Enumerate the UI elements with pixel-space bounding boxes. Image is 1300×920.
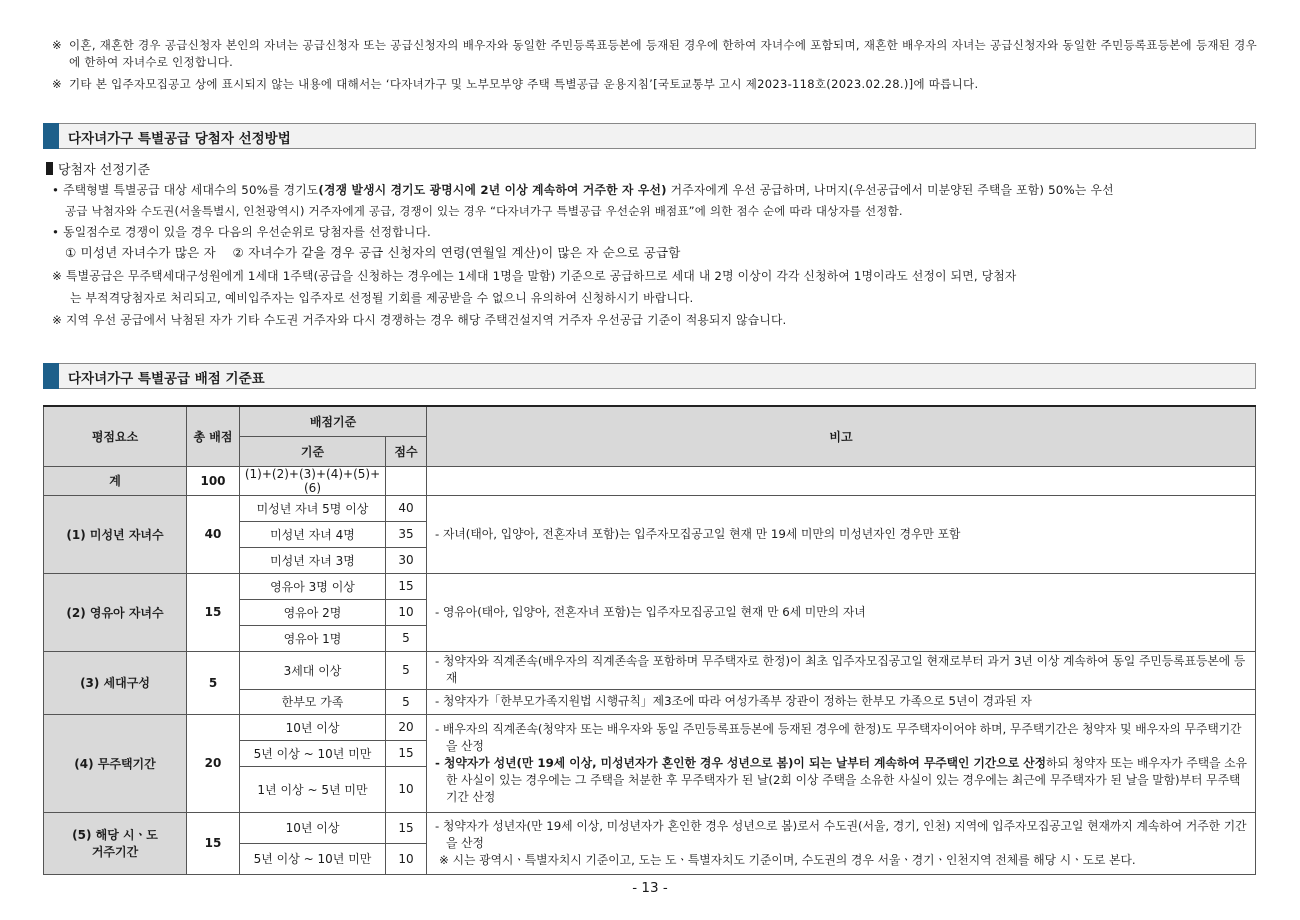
header-basis: 기준 — [240, 436, 386, 466]
criteria-basis: 5년 이상 ~ 10년 미만 — [240, 740, 386, 766]
tie-break-items: ① 미성년 자녀수가 많은 자 ② 자녀수가 같을 경우 공급 신청자의 연령(연월일 계산)이 많은 자 순으로 공급함 — [65, 245, 681, 260]
header-factor: 평점요소 — [44, 406, 187, 466]
remark-bold: - 청약자가 성년(만 19세 이상, 미성년자가 혼인한 경우 성년으로 봄)이 되는 날부터 계속하여 무주택인 기간으로 산정 — [435, 755, 1046, 770]
reference-mark: ※ — [52, 38, 62, 52]
remark-text: - 배우자의 직계존속(청약자 또는 배우자와 동일 주민등록표등본에 등재된 경우에 한정)도 무주택자이어야 하며, 무주택기간은 청약자 및 배우자의 무주택기간을 산정 — [435, 721, 1242, 753]
section-title: 다자녀가구 특별공급 당첨자 선정방법 — [68, 131, 291, 147]
remark-text: - 청약자와 직계존속(배우자의 직계존속을 포함하며 무주택자로 한정)이 최초 입주자모집공고일 현재로부터 과거 3년 이상 계속하여 동일 주민등록표등본에 등재 — [435, 654, 1246, 685]
table-row — [44, 495, 1256, 521]
section-header-selection-method — [43, 123, 1256, 149]
criteria-score: 40 — [386, 495, 427, 521]
criteria-score: 15 — [386, 740, 427, 766]
remark-rest: 하되 청약자 또는 배우자가 주택을 소유한 사실이 있는 경우에는 그 주택을 처분한 후 무주택자가 된 날(2회 이상 주택을 소유한 사실이 있는 경우에는 최근에 무주택자가 된 날을 말함)부터 무주택 기간 산정 — [446, 755, 1248, 804]
criteria-score: 5 — [386, 651, 427, 689]
criteria-basis: 영유아 3명 이상 — [240, 573, 386, 599]
factor-infant-children: (2) 영유아 자녀수 — [44, 573, 187, 651]
header-remark: 비고 — [427, 406, 1256, 466]
criteria-basis: 3세대 이상 — [240, 651, 386, 689]
factor-total: 15 — [187, 812, 240, 874]
criteria-basis: 미성년 자녀 5명 이상 — [240, 495, 386, 521]
section-accent-bar — [43, 123, 59, 149]
criteria-basis: 미성년 자녀 4명 — [240, 521, 386, 547]
note-remarriage — [52, 37, 1257, 71]
criteria-basis: 1년 이상 ~ 5년 미만 — [240, 766, 386, 812]
criteria-score: 30 — [386, 547, 427, 573]
criteria-score: 5 — [386, 689, 427, 714]
section-title: 다자녀가구 특별공급 배점 기준표 — [68, 371, 265, 387]
page-number: - 13 - — [632, 880, 668, 896]
remark-note: ※ 시는 광역시ㆍ특별자치시 기준이고, 도는 도ㆍ특별자치도 기준이며, 수도권의 경우 서울ㆍ경기ㆍ인천지역 전체를 해당 시ㆍ도로 본다. — [439, 852, 1136, 867]
reference-mark: ※ — [52, 77, 62, 91]
header-score: 점수 — [386, 436, 427, 466]
criteria-basis: 한부모 가족 — [240, 689, 386, 714]
criteria-score: 15 — [386, 573, 427, 599]
criteria-score: 5 — [386, 625, 427, 651]
note-one-house: ※ 특별공급은 무주택세대구성원에게 1세대 1주택(공급을 신청하는 경우에는 1세대 1명을 말함) 기준으로 공급하므로 세대 내 2명 이상이 각각 신청하여 1명이라도 선정이 되면, 당첨자 — [52, 269, 1017, 283]
remark-cell: - 영유아(태아, 입양아, 전혼자녀 포함)는 입주자모집공고일 현재 만 6세 미만의 자녀 — [427, 573, 1256, 651]
criteria-score: 10 — [386, 599, 427, 625]
empty-cell — [427, 466, 1256, 495]
remark-text: - 청약자가「한부모가족지원법 시행규칙」제3조에 따라 여성가족부 장관이 정하는 한부모 가족으로 5년이 경과된 자 — [435, 694, 1032, 708]
factor-minor-children: (1) 미성년 자녀수 — [44, 495, 187, 573]
bullet-tie-break: • 동일점수로 경쟁이 있을 경우 다음의 우선순위로 당첨자를 선정합니다. — [52, 225, 431, 239]
table-row — [44, 573, 1256, 599]
subheading-criteria — [46, 159, 150, 178]
section-accent-bar — [43, 363, 59, 389]
criteria-basis: 영유아 2명 — [240, 599, 386, 625]
criteria-score: 10 — [386, 766, 427, 812]
sum-total: 100 — [187, 466, 240, 495]
subheading-text: 당첨자 선정기준 — [58, 163, 151, 178]
remark-text — [435, 755, 1251, 806]
criteria-score: 35 — [386, 521, 427, 547]
sum-label: 계 — [44, 466, 187, 495]
remark-text: - 청약자가 성년자(만 19세 이상, 미성년자가 혼인한 경우 성년으로 봄)로서 수도권(서울, 경기, 인천) 지역에 입주자모집공고일 현재까지 계속하여 거주한 기간을 산정 — [435, 818, 1247, 850]
remark-cell — [427, 689, 1256, 714]
note-text: 이혼, 재혼한 경우 공급신청자 본인의 자녀는 공급신청자 또는 공급신청자의 배우자와 동일한 주민등록표등본에 등재된 경우에 한하여 자녀수에 포함되며, 재혼한 배우자의 자녀는 공급신청자와 동일한 주민등록표등본에 등재된 경우에 한하여 자녀수로 인정합니다. — [69, 38, 1257, 69]
remark-cell — [427, 651, 1256, 689]
table-row — [44, 812, 1256, 843]
factor-household: (3) 세대구성 — [44, 651, 187, 714]
section-header-score-table — [43, 363, 1256, 389]
remark-cell: - 자녀(태아, 입양아, 전혼자녀 포함)는 입주자모집공고일 현재 만 19세 미만의 미성년자인 경우만 포함 — [427, 495, 1256, 573]
note-region-priority: ※ 지역 우선 공급에서 낙첨된 자가 기타 수도권 거주자와 다시 경쟁하는 경우 해당 주택건설지역 거주자 우선공급 기준이 적용되지 않습니다. — [52, 313, 787, 327]
criteria-score: 15 — [386, 812, 427, 843]
bullet-text-post: 거주자에게 우선 공급하며, 나머지(우선공급에서 미분양된 주택을 포함) 50%는 우선 — [666, 183, 1114, 197]
sum-formula: (1)+(2)+(3)+(4)+(5)+(6) — [240, 466, 386, 495]
bullet-continuation: 공급 낙첨자와 수도권(서울특별시, 인천광역시) 거주자에게 공급, 경쟁이 있는 경우 “다자녀가구 특별공급 우선순위 배점표”에 의한 점수 순에 따라 대상자를 선정함. — [65, 204, 903, 218]
factor-total: 15 — [187, 573, 240, 651]
bullet-text-bold: (경쟁 발생시 경기도 광명시에 2년 이상 계속하여 거주한 자 우선) — [318, 183, 667, 197]
factor-name-line1: (5) 해당 시ㆍ도 — [72, 828, 158, 842]
factor-total: 5 — [187, 651, 240, 714]
table-row — [44, 651, 1256, 689]
criteria-basis: 10년 이상 — [240, 812, 386, 843]
criteria-basis: 5년 이상 ~ 10년 미만 — [240, 843, 386, 874]
square-bullet-icon — [46, 162, 53, 175]
score-criteria-table — [43, 405, 1256, 875]
factor-total: 40 — [187, 495, 240, 573]
factor-total: 20 — [187, 714, 240, 812]
table-row-sum — [44, 466, 1256, 495]
criteria-basis: 10년 이상 — [240, 714, 386, 740]
criteria-basis: 영유아 1명 — [240, 625, 386, 651]
criteria-score: 20 — [386, 714, 427, 740]
table-row — [44, 714, 1256, 740]
factor-residence-period — [44, 812, 187, 874]
empty-cell — [386, 466, 427, 495]
note-text: 기타 본 입주자모집공고 상에 표시되지 않는 내용에 대해서는 ‘다자녀가구 및 노부모부양 주택 특별공급 운용지침’[국토교통부 고시 제2023-118호(2023.02.28.)]에 따릅니다. — [69, 77, 979, 91]
factor-name-line2: 거주기간 — [91, 845, 139, 859]
remark-cell — [427, 714, 1256, 812]
factor-homeless-period: (4) 무주택기간 — [44, 714, 187, 812]
note-guideline — [52, 76, 1257, 93]
criteria-score: 10 — [386, 843, 427, 874]
remark-cell — [427, 812, 1256, 874]
header-total: 총 배점 — [187, 406, 240, 466]
criteria-basis: 미성년 자녀 3명 — [240, 547, 386, 573]
header-criteria: 배점기준 — [240, 406, 427, 436]
note-one-house-cont: 는 부적격당첨자로 처리되고, 예비입주자는 입주자로 선정될 기회를 제공받을 수 없으니 유의하여 신청하시기 바랍니다. — [70, 291, 694, 305]
bullet-text-pre: • 주택형별 특별공급 대상 세대수의 50%를 경기도 — [52, 183, 319, 197]
bullet-priority-supply — [52, 180, 1114, 200]
